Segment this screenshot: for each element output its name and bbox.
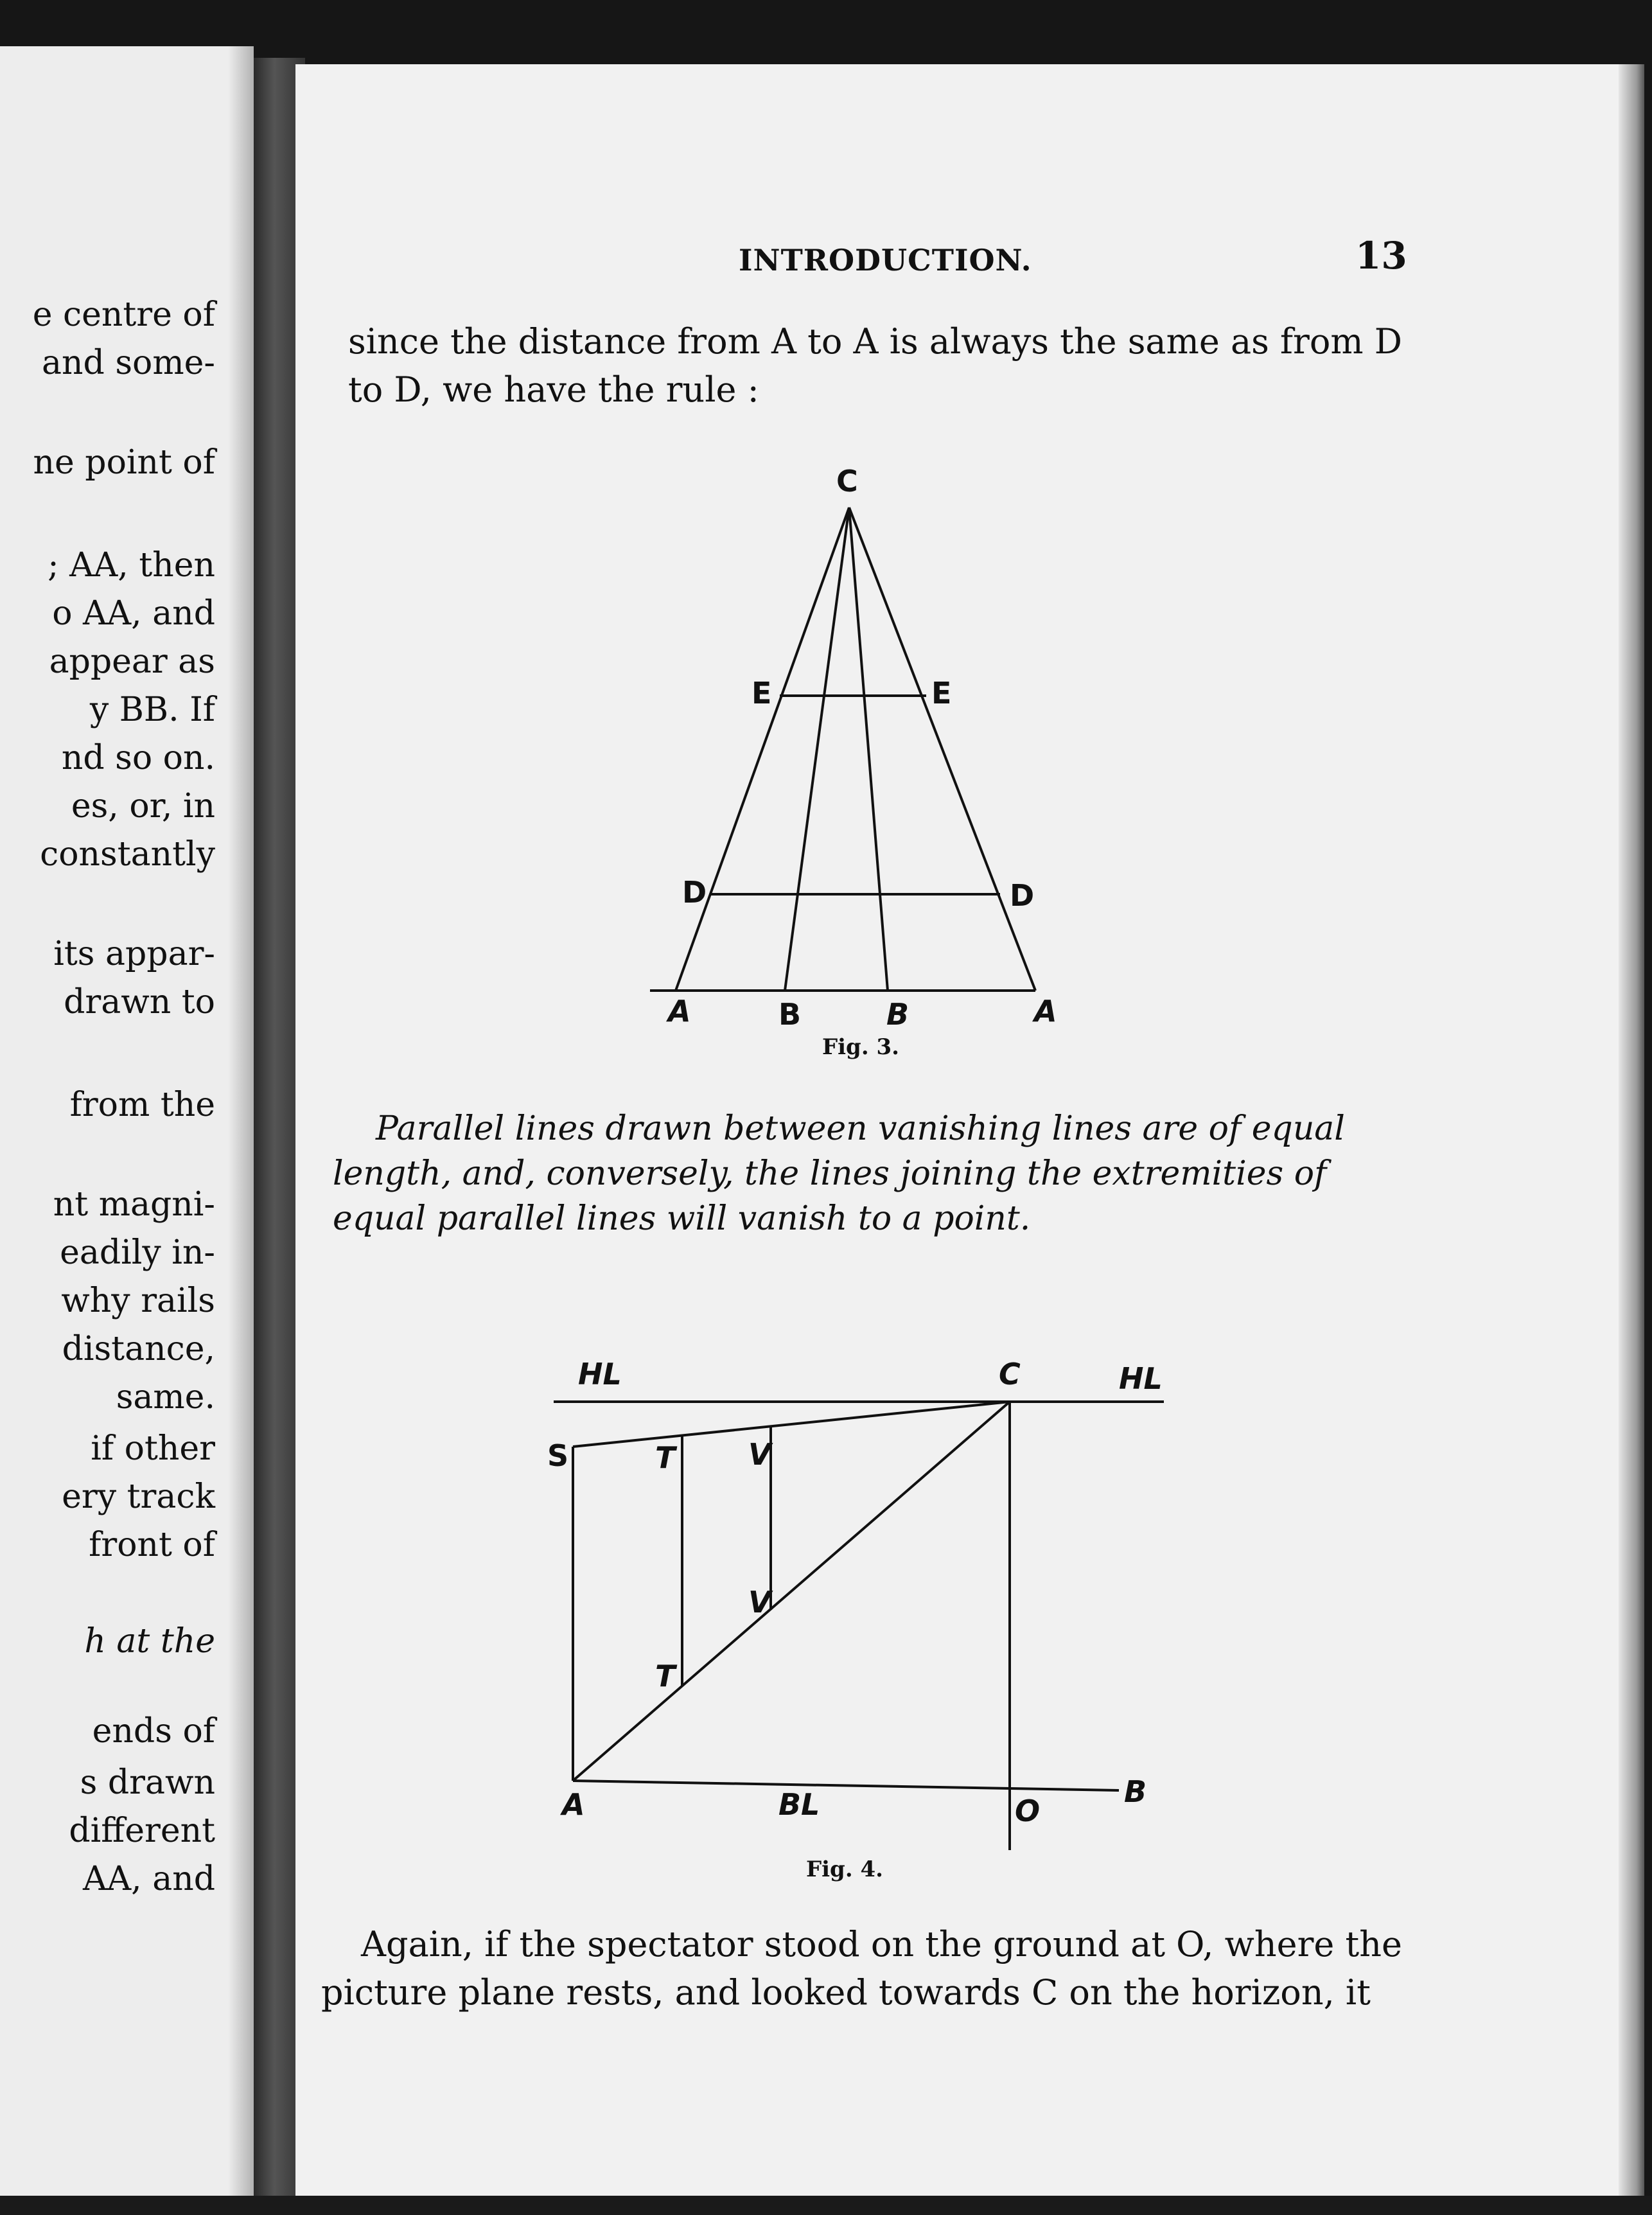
rule-line-1: Parallel lines drawn between vanishing lines are of equal bbox=[376, 1109, 1345, 1148]
fig3-label-b-right: B bbox=[886, 997, 909, 1032]
fig4-label-t-bottom: T bbox=[655, 1659, 676, 1693]
left-page-line: es, or, in bbox=[71, 787, 215, 825]
left-page-line: ne point of bbox=[33, 443, 215, 482]
closing-line-2: picture plane rests, and looked towards C on the horizon, it bbox=[321, 1972, 1371, 2013]
left-page-line: nd so on. bbox=[61, 739, 215, 777]
left-page-line: drawn to bbox=[64, 983, 215, 1021]
left-page-line: eadily in- bbox=[60, 1233, 215, 1272]
fig4-label-t-top: T bbox=[655, 1440, 676, 1475]
fig3-label-b-left: B bbox=[778, 997, 802, 1032]
left-page-line: ends of bbox=[92, 1712, 215, 1751]
left-page-line: front of bbox=[89, 1526, 215, 1564]
left-page-line: h at the bbox=[84, 1622, 215, 1661]
rule-line-2: length, and, conversely, the lines joining the extremities of bbox=[333, 1154, 1327, 1193]
scan-bottom-edge bbox=[0, 2196, 1652, 2215]
fig3-label-d-right: D bbox=[1010, 878, 1035, 913]
fig4-label-hl-left: HL bbox=[578, 1357, 622, 1391]
right-page bbox=[295, 64, 1644, 2210]
fig4-a-to-c-line bbox=[573, 1402, 1010, 1781]
left-page-line: s drawn bbox=[80, 1763, 215, 1802]
left-page-line: nt magni- bbox=[53, 1185, 215, 1224]
fig4-label-b: B bbox=[1124, 1774, 1147, 1809]
left-page-line: y BB. If bbox=[89, 691, 215, 729]
fig3-label-e-left: E bbox=[751, 676, 772, 710]
fig4-label-s: S bbox=[547, 1438, 569, 1473]
rule-line-3: equal parallel lines will vanish to a point. bbox=[333, 1199, 1031, 1238]
fig3-label-a-left: A bbox=[668, 994, 691, 1028]
fig3-label-e-right: E bbox=[931, 676, 952, 710]
fig4-base-line bbox=[573, 1781, 1119, 1790]
fig4-lines bbox=[554, 1402, 1164, 1850]
left-page-line: why rails bbox=[61, 1282, 215, 1320]
gutter-shadow bbox=[228, 46, 254, 2215]
fig4-label-v-bottom: V bbox=[748, 1585, 771, 1619]
intro-line-1: since the distance from A to A is always the same as from D bbox=[348, 321, 1402, 362]
left-page-line: ; AA, then bbox=[48, 546, 215, 585]
fig4-label-o: O bbox=[1015, 1794, 1041, 1828]
left-page-line: appear as bbox=[49, 642, 215, 681]
left-page bbox=[0, 46, 254, 2215]
fig4-label-c: C bbox=[999, 1357, 1021, 1391]
left-page-line: and some- bbox=[42, 344, 215, 382]
fig4-caption: Fig. 4. bbox=[806, 1857, 883, 1882]
left-page-line: ery track bbox=[62, 1478, 215, 1516]
closing-line-1: Again, if the spectator stood on the ground at O, where the bbox=[361, 1924, 1402, 1964]
left-page-line: o AA, and bbox=[52, 594, 215, 633]
figure-4 bbox=[295, 64, 1644, 1991]
fig4-label-bl: BL bbox=[778, 1787, 820, 1822]
intro-line-2: to D, we have the rule : bbox=[348, 369, 759, 410]
fig3-caption: Fig. 3. bbox=[822, 1034, 899, 1060]
fig3-label-c: C bbox=[836, 464, 858, 499]
left-page-line: distance, bbox=[62, 1330, 215, 1368]
left-page-line: from the bbox=[69, 1086, 215, 1124]
fig3-label-d-left: D bbox=[682, 875, 707, 910]
left-page-line: constantly bbox=[40, 835, 215, 874]
left-page-line: e centre of bbox=[32, 296, 215, 334]
left-page-line: if other bbox=[91, 1429, 215, 1468]
fig4-label-a: A bbox=[562, 1787, 585, 1822]
left-page-line: AA, and bbox=[83, 1860, 215, 1898]
page-number: 13 bbox=[1355, 234, 1407, 278]
left-page-line: same. bbox=[116, 1378, 215, 1416]
fig4-s-to-c-line bbox=[573, 1402, 1010, 1447]
fig4-label-hl-right: HL bbox=[1119, 1361, 1163, 1396]
left-page-line: different bbox=[69, 1812, 215, 1850]
running-title: INTRODUCTION. bbox=[739, 243, 1032, 278]
left-page-line: its appar- bbox=[53, 935, 215, 973]
fig4-label-v-top: V bbox=[748, 1437, 771, 1472]
fig3-label-a-right: A bbox=[1034, 994, 1057, 1028]
